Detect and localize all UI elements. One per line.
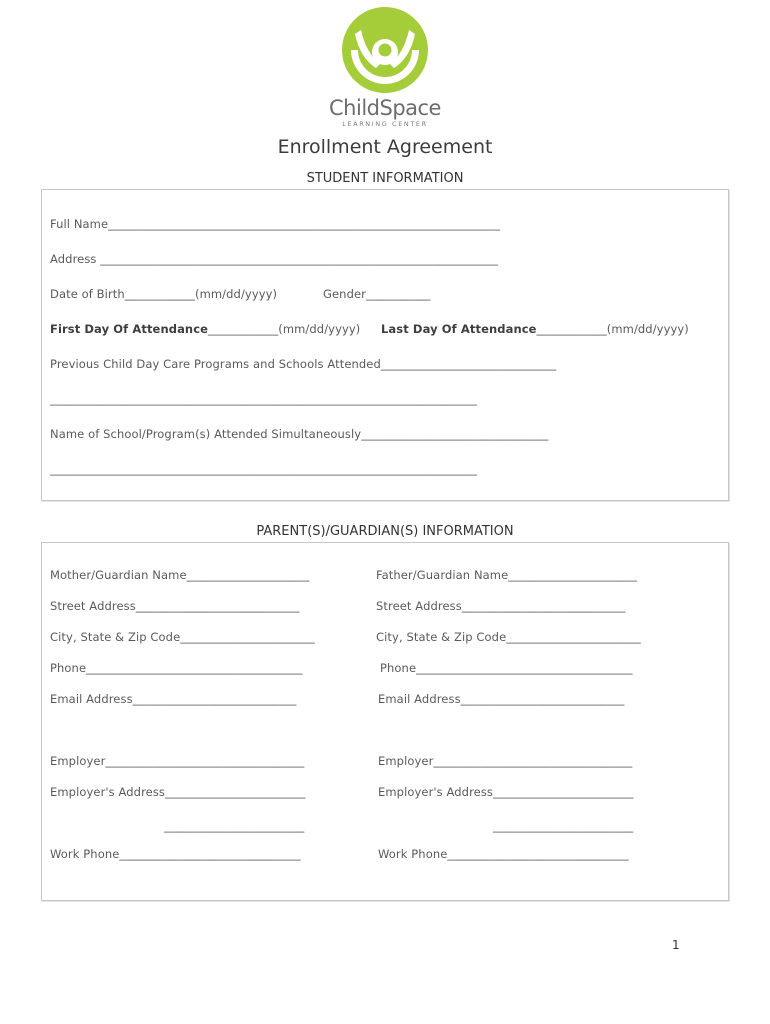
mother-employer-address-continued[interactable]: ________________________ [164,819,305,833]
simultaneous-school-field[interactable]: Name of School/Program(s) Attended Simultaneously________________________________ [50,427,549,441]
mother-street-field[interactable]: Street Address____________________________ [50,599,300,613]
first-day-field[interactable] [50,322,360,336]
first-day-label: First Day Of Attendance [50,322,209,336]
childspace-logo-icon [340,6,430,94]
father-email-field[interactable]: Email Address____________________________ [378,692,625,706]
last-day-blank: ____________(mm/dd/yyyy) [536,322,689,336]
father-phone-field[interactable]: Phone_____________________________________ [380,661,633,675]
page-number: 1 [672,938,680,952]
full-name-field[interactable]: Full Name___________________________________________________________________ [50,217,501,231]
mother-email-field[interactable]: Email Address____________________________ [50,692,297,706]
logo [0,6,770,128]
mother-phone-field[interactable]: Phone_____________________________________ [50,661,303,675]
last-day-label: Last Day Of Attendance [381,322,537,336]
simultaneous-school-continued[interactable]: _________________________________________________________________________ [50,462,478,476]
mother-employer-address-field[interactable]: Employer's Address________________________ [50,785,306,799]
first-day-blank: ____________(mm/dd/yyyy) [208,322,361,336]
student-section-heading: STUDENT INFORMATION [306,171,464,186]
mother-city-field[interactable]: City, State & Zip Code_______________________ [50,630,315,644]
father-employer-address-continued[interactable]: ________________________ [493,819,634,833]
father-street-field[interactable]: Street Address____________________________ [376,599,626,613]
gender-field[interactable]: Gender___________ [323,287,431,301]
parents-section-heading: PARENT(S)/GUARDIAN(S) INFORMATION [256,524,514,539]
student-info-box [41,189,729,501]
father-city-field[interactable]: City, State & Zip Code_______________________ [376,630,641,644]
last-day-field[interactable] [381,322,689,336]
mother-name-field[interactable]: Mother/Guardian Name_____________________ [50,568,310,582]
brand-tagline: LEARNING CENTER [342,120,428,128]
father-name-field[interactable]: Father/Guardian Name______________________ [376,568,637,582]
date-of-birth-field[interactable]: Date of Birth____________(mm/dd/yyyy) [50,287,278,301]
mother-work-phone-field[interactable]: Work Phone_______________________________ [50,847,301,861]
mother-employer-field[interactable]: Employer__________________________________ [50,754,305,768]
father-employer-address-field[interactable]: Employer's Address________________________ [378,785,634,799]
father-employer-field[interactable]: Employer__________________________________ [378,754,633,768]
previous-programs-continued[interactable]: _________________________________________________________________________ [50,392,478,406]
address-field[interactable]: Address ____________________________________________________________________ [50,252,499,266]
father-work-phone-field[interactable]: Work Phone_______________________________ [378,847,629,861]
brand-name: ChildSpace [329,96,441,120]
page-title: Enrollment Agreement [277,136,493,158]
previous-programs-field[interactable]: Previous Child Day Care Programs and Schools Attended______________________________ [50,357,557,371]
